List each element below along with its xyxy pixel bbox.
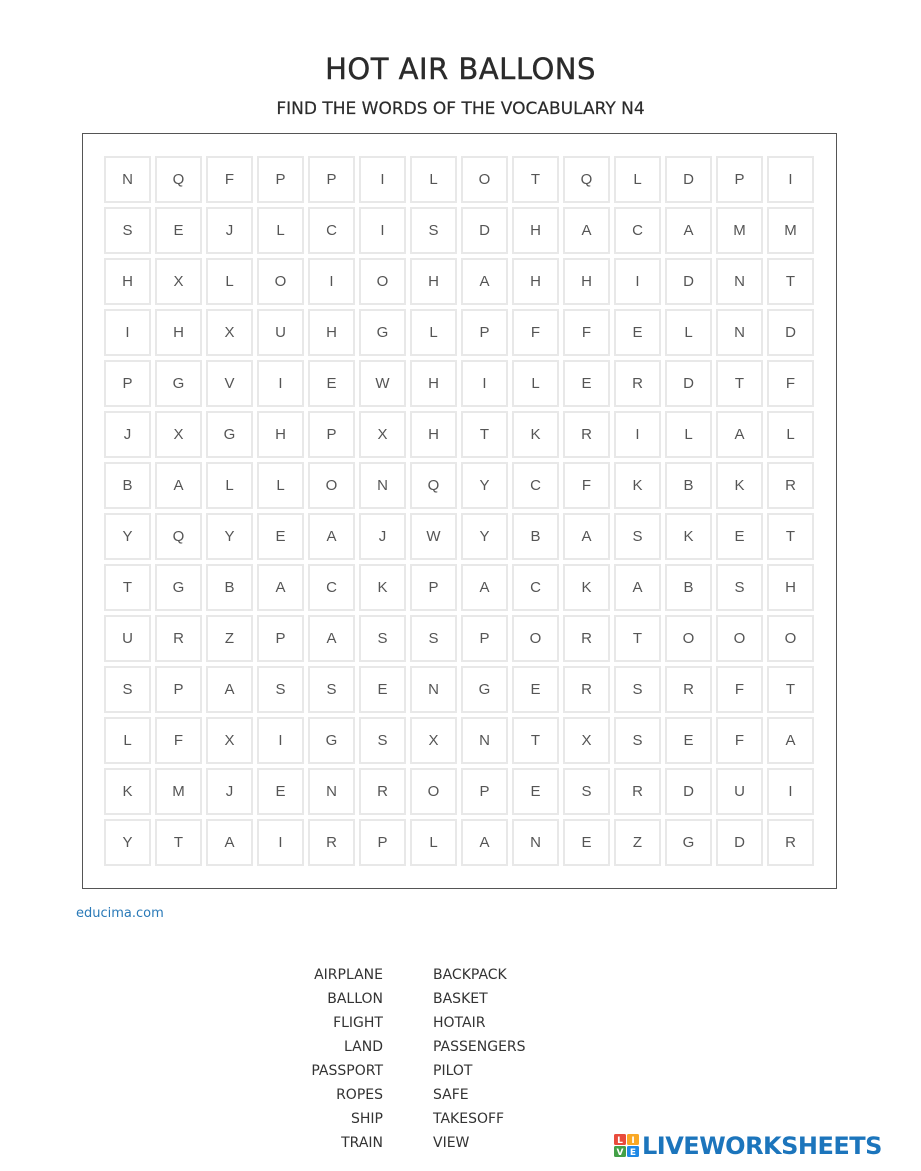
liveworksheets-logo-icon	[614, 1134, 640, 1158]
grid-cell[interactable]: O	[257, 258, 304, 305]
grid-cell[interactable]: X	[155, 258, 202, 305]
grid-cell[interactable]: A	[614, 564, 661, 611]
grid-cell[interactable]: I	[461, 360, 508, 407]
grid-cell[interactable]: N	[716, 309, 763, 356]
word-list-right	[433, 963, 526, 1155]
grid-cell[interactable]: U	[257, 309, 304, 356]
grid-cell[interactable]: A	[767, 717, 814, 764]
grid-cell[interactable]: B	[512, 513, 559, 560]
grid-cell[interactable]: R	[563, 411, 610, 458]
grid-cell[interactable]: X	[410, 717, 457, 764]
grid-cell[interactable]: Q	[563, 156, 610, 203]
grid-cell[interactable]: P	[308, 411, 355, 458]
grid-cell[interactable]: Z	[614, 819, 661, 866]
grid-cell[interactable]: R	[563, 666, 610, 713]
grid-cell[interactable]: I	[614, 258, 661, 305]
grid-cell[interactable]: P	[104, 360, 151, 407]
grid-cell[interactable]: D	[461, 207, 508, 254]
grid-cell[interactable]: A	[461, 819, 508, 866]
grid-cell[interactable]: A	[665, 207, 712, 254]
grid-cell[interactable]: P	[257, 615, 304, 662]
grid-cell[interactable]: S	[563, 768, 610, 815]
grid-cell[interactable]: G	[665, 819, 712, 866]
grid-cell[interactable]: P	[716, 156, 763, 203]
grid-cell[interactable]: I	[257, 360, 304, 407]
grid-cell[interactable]: E	[359, 666, 406, 713]
grid-cell[interactable]: A	[206, 666, 253, 713]
logo-tile	[614, 1146, 626, 1158]
grid-cell[interactable]: O	[461, 156, 508, 203]
logo-tile	[627, 1146, 639, 1158]
grid-cell[interactable]: L	[410, 819, 457, 866]
grid-cell[interactable]: E	[563, 360, 610, 407]
grid-cell[interactable]: S	[614, 717, 661, 764]
grid-cell[interactable]: B	[104, 462, 151, 509]
vocabulary-word: SAFE	[433, 1087, 469, 1103]
grid-cell[interactable]: A	[155, 462, 202, 509]
grid-cell[interactable]: L	[614, 156, 661, 203]
grid-cell[interactable]: F	[206, 156, 253, 203]
grid-cell[interactable]: S	[614, 666, 661, 713]
svg-text:E: E	[629, 1148, 637, 1158]
grid-cell[interactable]: I	[767, 156, 814, 203]
grid-cell[interactable]: S	[308, 666, 355, 713]
grid-cell[interactable]: T	[461, 411, 508, 458]
svg-text:L: L	[617, 1136, 623, 1146]
grid-cell[interactable]: F	[512, 309, 559, 356]
grid-cell[interactable]: S	[104, 666, 151, 713]
grid-cell[interactable]: F	[155, 717, 202, 764]
grid-cell[interactable]: E	[716, 513, 763, 560]
grid-cell[interactable]: O	[410, 768, 457, 815]
grid-cell[interactable]: A	[308, 615, 355, 662]
grid-cell[interactable]: S	[257, 666, 304, 713]
grid-cell[interactable]: O	[308, 462, 355, 509]
grid-cell[interactable]: D	[665, 156, 712, 203]
grid-cell[interactable]: L	[512, 360, 559, 407]
grid-cell[interactable]: E	[614, 309, 661, 356]
grid-cell[interactable]: L	[206, 258, 253, 305]
grid-cell[interactable]: H	[512, 258, 559, 305]
grid-cell[interactable]: S	[359, 717, 406, 764]
grid-cell[interactable]: E	[512, 768, 559, 815]
grid-cell[interactable]: A	[206, 819, 253, 866]
grid-cell[interactable]: T	[155, 819, 202, 866]
grid-cell[interactable]: T	[104, 564, 151, 611]
vocabulary-word: AIRPLANE	[314, 967, 383, 983]
grid-cell[interactable]: Q	[155, 513, 202, 560]
grid-cell[interactable]: H	[563, 258, 610, 305]
grid-cell[interactable]: K	[512, 411, 559, 458]
grid-cell[interactable]: H	[767, 564, 814, 611]
grid-cell[interactable]: N	[359, 462, 406, 509]
vocabulary-word: ROPES	[336, 1087, 383, 1103]
grid-cell[interactable]: L	[410, 156, 457, 203]
grid-cell[interactable]: X	[563, 717, 610, 764]
grid-cell[interactable]: L	[767, 411, 814, 458]
grid-cell[interactable]: E	[257, 768, 304, 815]
grid-cell[interactable]: R	[359, 768, 406, 815]
grid-cell[interactable]: K	[614, 462, 661, 509]
source-link[interactable]: educima.com	[76, 906, 164, 921]
grid-cell[interactable]: L	[410, 309, 457, 356]
grid-cell[interactable]: J	[206, 768, 253, 815]
vocabulary-word: PASSPORT	[311, 1063, 383, 1079]
grid-cell[interactable]: I	[359, 207, 406, 254]
vocabulary-word: TAKESOFF	[433, 1111, 505, 1127]
grid-cell[interactable]: N	[512, 819, 559, 866]
grid-cell[interactable]: B	[665, 462, 712, 509]
grid-cell[interactable]: H	[410, 360, 457, 407]
brand-name: LIVEWORKSHEETS	[642, 1132, 882, 1160]
vocabulary-word: TRAIN	[341, 1135, 383, 1151]
grid-cell[interactable]: H	[410, 411, 457, 458]
grid-cell[interactable]: I	[614, 411, 661, 458]
grid-cell[interactable]: R	[563, 615, 610, 662]
grid-cell[interactable]: T	[767, 513, 814, 560]
grid-cell[interactable]: R	[767, 462, 814, 509]
grid-cell[interactable]: U	[716, 768, 763, 815]
grid-cell[interactable]: W	[410, 513, 457, 560]
grid-cell[interactable]: I	[104, 309, 151, 356]
grid-cell[interactable]: F	[716, 717, 763, 764]
grid-cell[interactable]: S	[104, 207, 151, 254]
grid-cell[interactable]: R	[665, 666, 712, 713]
grid-cell[interactable]: H	[257, 411, 304, 458]
grid-cell[interactable]: E	[308, 360, 355, 407]
grid-cell[interactable]: E	[563, 819, 610, 866]
grid-cell[interactable]: O	[359, 258, 406, 305]
grid-cell[interactable]: Y	[461, 462, 508, 509]
grid-cell[interactable]: X	[206, 309, 253, 356]
grid-cell[interactable]: A	[563, 513, 610, 560]
word-list-left	[311, 963, 383, 1155]
grid-cell[interactable]: O	[767, 615, 814, 662]
grid-cell[interactable]: I	[308, 258, 355, 305]
grid-cell[interactable]: P	[461, 309, 508, 356]
grid-cell[interactable]: P	[155, 666, 202, 713]
grid-cell[interactable]: L	[257, 207, 304, 254]
grid-cell[interactable]: R	[614, 768, 661, 815]
grid-cell[interactable]: G	[359, 309, 406, 356]
liveworksheets-brand[interactable]	[614, 1131, 882, 1161]
grid-cell[interactable]: V	[206, 360, 253, 407]
grid-cell[interactable]: A	[716, 411, 763, 458]
grid-cell[interactable]: P	[308, 156, 355, 203]
grid-cell[interactable]: X	[206, 717, 253, 764]
logo-tile	[614, 1134, 626, 1146]
grid-cell[interactable]: Y	[104, 513, 151, 560]
grid-cell[interactable]: B	[665, 564, 712, 611]
vocabulary-word: SHIP	[351, 1111, 383, 1127]
vocabulary-word: BACKPACK	[433, 967, 507, 983]
grid-cell[interactable]: N	[104, 156, 151, 203]
grid-cell[interactable]: K	[359, 564, 406, 611]
grid-cell[interactable]: P	[461, 615, 508, 662]
grid-cell[interactable]: F	[716, 666, 763, 713]
grid-cell[interactable]: A	[308, 513, 355, 560]
grid-cell[interactable]: P	[461, 768, 508, 815]
grid-cell[interactable]: E	[155, 207, 202, 254]
vocabulary-word: PILOT	[433, 1063, 473, 1079]
svg-text:V: V	[616, 1148, 624, 1158]
grid-cell[interactable]: A	[563, 207, 610, 254]
grid-cell[interactable]: W	[359, 360, 406, 407]
grid-cell[interactable]: P	[359, 819, 406, 866]
grid-cell[interactable]: I	[257, 717, 304, 764]
svg-text:I: I	[631, 1136, 635, 1146]
grid-cell[interactable]: I	[359, 156, 406, 203]
vocabulary-word: BALLON	[327, 991, 383, 1007]
grid-cell[interactable]: H	[308, 309, 355, 356]
vocabulary-word: HOTAIR	[433, 1015, 486, 1031]
logo-tile	[627, 1134, 639, 1146]
grid-cell[interactable]: G	[155, 564, 202, 611]
grid-cell[interactable]: X	[359, 411, 406, 458]
grid-cell[interactable]: L	[104, 717, 151, 764]
grid-cell[interactable]: T	[614, 615, 661, 662]
grid-cell[interactable]: F	[563, 462, 610, 509]
grid-cell[interactable]: L	[665, 309, 712, 356]
puzzle-title: HOT AIR BALLONS	[325, 52, 596, 86]
grid-cell[interactable]: T	[512, 717, 559, 764]
grid-cell[interactable]: L	[257, 462, 304, 509]
grid-cell[interactable]: H	[410, 258, 457, 305]
grid-cell[interactable]: L	[665, 411, 712, 458]
grid-cell[interactable]: N	[410, 666, 457, 713]
grid-cell[interactable]: I	[257, 819, 304, 866]
grid-cell[interactable]: T	[716, 360, 763, 407]
puzzle-subtitle: FIND THE WORDS OF THE VOCABULARY N4	[276, 99, 645, 119]
grid-cell[interactable]: C	[512, 564, 559, 611]
grid-cell[interactable]: A	[257, 564, 304, 611]
grid-cell[interactable]: G	[155, 360, 202, 407]
grid-cell[interactable]: E	[665, 717, 712, 764]
grid-cell[interactable]: I	[767, 768, 814, 815]
grid-cell[interactable]: M	[767, 207, 814, 254]
grid-cell[interactable]: C	[308, 564, 355, 611]
grid-cell[interactable]: C	[614, 207, 661, 254]
grid-cell[interactable]: N	[461, 717, 508, 764]
grid-cell[interactable]: G	[308, 717, 355, 764]
grid-cell[interactable]: R	[767, 819, 814, 866]
grid-cell[interactable]: N	[716, 258, 763, 305]
grid-cell[interactable]: C	[308, 207, 355, 254]
grid-cell[interactable]: T	[512, 156, 559, 203]
vocabulary-word: BASKET	[433, 991, 488, 1007]
grid-cell[interactable]: H	[155, 309, 202, 356]
grid-cell[interactable]: R	[308, 819, 355, 866]
grid-cell[interactable]: A	[461, 258, 508, 305]
grid-cell[interactable]: C	[512, 462, 559, 509]
grid-cell[interactable]: Y	[104, 819, 151, 866]
grid-cell[interactable]: S	[410, 615, 457, 662]
grid-cell[interactable]: G	[206, 411, 253, 458]
grid-cell[interactable]: P	[257, 156, 304, 203]
grid-cell[interactable]: S	[359, 615, 406, 662]
grid-cell[interactable]: J	[359, 513, 406, 560]
letter-grid[interactable]	[104, 156, 814, 866]
grid-cell[interactable]: N	[308, 768, 355, 815]
grid-cell[interactable]: T	[767, 666, 814, 713]
grid-cell[interactable]: S	[716, 564, 763, 611]
grid-cell[interactable]: E	[257, 513, 304, 560]
vocabulary-word: LAND	[344, 1039, 383, 1055]
grid-cell[interactable]: O	[716, 615, 763, 662]
grid-cell[interactable]: H	[104, 258, 151, 305]
grid-cell[interactable]: K	[563, 564, 610, 611]
grid-cell[interactable]: T	[767, 258, 814, 305]
grid-cell[interactable]: G	[461, 666, 508, 713]
grid-cell[interactable]: M	[155, 768, 202, 815]
grid-cell[interactable]: O	[665, 615, 712, 662]
grid-cell[interactable]: Y	[206, 513, 253, 560]
grid-cell[interactable]: B	[206, 564, 253, 611]
grid-cell[interactable]: K	[716, 462, 763, 509]
grid-cell[interactable]: L	[206, 462, 253, 509]
grid-cell[interactable]: X	[155, 411, 202, 458]
grid-cell[interactable]: D	[665, 768, 712, 815]
grid-cell[interactable]: J	[206, 207, 253, 254]
grid-cell[interactable]: D	[767, 309, 814, 356]
grid-cell[interactable]: J	[104, 411, 151, 458]
grid-cell[interactable]: Y	[461, 513, 508, 560]
grid-cell[interactable]: R	[614, 360, 661, 407]
grid-cell[interactable]: P	[410, 564, 457, 611]
grid-cell[interactable]: F	[563, 309, 610, 356]
grid-cell[interactable]: M	[716, 207, 763, 254]
vocabulary-word: FLIGHT	[333, 1015, 383, 1031]
grid-cell[interactable]: Z	[206, 615, 253, 662]
grid-cell[interactable]: F	[767, 360, 814, 407]
vocabulary-word: VIEW	[433, 1135, 470, 1151]
grid-cell[interactable]: Q	[410, 462, 457, 509]
grid-cell[interactable]: D	[665, 258, 712, 305]
grid-cell[interactable]: D	[665, 360, 712, 407]
grid-cell[interactable]: U	[104, 615, 151, 662]
grid-cell[interactable]: E	[512, 666, 559, 713]
grid-cell[interactable]: R	[155, 615, 202, 662]
grid-cell[interactable]: S	[614, 513, 661, 560]
grid-cell[interactable]: S	[410, 207, 457, 254]
grid-cell[interactable]: A	[461, 564, 508, 611]
grid-cell[interactable]: Q	[155, 156, 202, 203]
grid-cell[interactable]: O	[512, 615, 559, 662]
grid-cell[interactable]: D	[716, 819, 763, 866]
vocabulary-word: PASSENGERS	[433, 1039, 526, 1055]
grid-cell[interactable]: H	[512, 207, 559, 254]
grid-cell[interactable]: K	[104, 768, 151, 815]
grid-cell[interactable]: K	[665, 513, 712, 560]
